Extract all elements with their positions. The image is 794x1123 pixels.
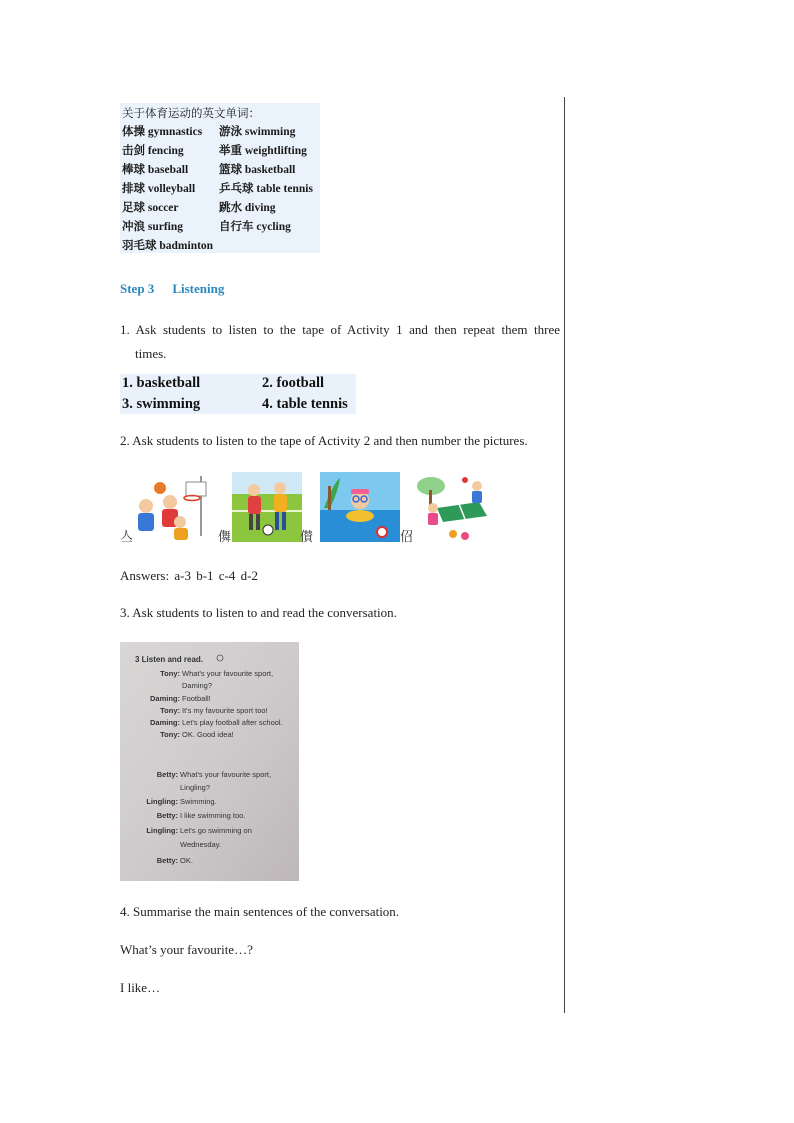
vocab-word: 羽毛球 badminton	[122, 240, 214, 252]
speech-line: I like swimming too.	[180, 811, 246, 820]
speech-line: Let's go swimming on	[180, 826, 252, 835]
picture-caption: 儛	[218, 530, 232, 545]
activity-4-instruction: 4. Summarise the main sentences of the conversation.	[120, 904, 400, 919]
vocab-word: 棒球 baseball	[122, 164, 189, 176]
speech-line: OK.	[180, 856, 193, 865]
vocab-word: 举重 weightlifting	[219, 145, 307, 157]
basketball-picture	[130, 472, 212, 542]
activity-1-instruction	[120, 318, 560, 366]
vocab-word: 击剑 fencing	[122, 145, 184, 157]
vocab-word: 篮球 basketball	[219, 164, 296, 176]
vocab-word: 游泳 swimming	[219, 126, 296, 138]
vocab-word: 排球 volleyball	[122, 183, 196, 195]
step-heading	[120, 281, 224, 297]
speech-line: What's your favourite sport,	[180, 770, 272, 779]
vocab-title: 关于体育运动的英文单词：	[122, 108, 260, 120]
word-item: 3. swimming	[122, 396, 201, 412]
listening-words-box	[120, 374, 356, 414]
step-title: Listening	[172, 281, 225, 296]
margin-rule	[564, 97, 565, 1013]
swimming-picture	[320, 472, 400, 542]
speech-line: Football!	[182, 694, 211, 703]
textbook-conversation-photo	[120, 642, 299, 881]
speaker: Betty:	[156, 770, 178, 779]
picture-caption: 儧	[300, 530, 314, 545]
vocab-word: 乒乓球 table tennis	[219, 183, 313, 195]
picture-caption: 亼	[120, 530, 134, 545]
speech-line: It's my favourite sport too!	[182, 706, 268, 715]
speaker: Lingling:	[146, 826, 178, 835]
summary-sentence: What’s your favourite…?	[120, 942, 253, 957]
picture-caption: 佋	[400, 530, 414, 545]
vocab-word: 足球 soccer	[122, 202, 179, 214]
instruction-line: times.	[135, 346, 167, 361]
speaker: Tony:	[160, 730, 180, 739]
word-item: 4. table tennis	[262, 396, 348, 412]
word-item: 2. football	[262, 375, 325, 391]
vocab-word: 自行车 cycling	[219, 221, 291, 233]
step-number: Step 3	[120, 281, 155, 296]
summary-sentence: I like…	[120, 980, 161, 995]
answers-line: Answers: a-3 b-1 c-4 d-2	[120, 568, 258, 583]
sports-pictures-row	[120, 472, 500, 547]
speaker: Tony:	[160, 706, 180, 715]
speaker: Tony:	[160, 669, 180, 678]
instruction-line: 1. Ask students to listen to the tape of Activity 1 and then repeat them three	[120, 322, 560, 337]
textbook-heading: 3 Listen and read.	[135, 655, 204, 664]
vocab-row	[122, 142, 322, 161]
activity-3-instruction: 3. Ask students to listen to and read the conversation.	[120, 605, 397, 620]
speaker: Daming:	[150, 718, 180, 727]
speech-line: Let's play football after school.	[182, 718, 283, 727]
sports-vocabulary-box	[120, 103, 320, 253]
speaker: Betty:	[156, 856, 178, 865]
vocab-row	[122, 218, 322, 237]
vocab-word: 冲浪 surfing	[122, 221, 184, 233]
vocab-row	[122, 161, 322, 180]
speech-line: Swimming.	[180, 797, 217, 806]
speaker: Daming:	[150, 694, 180, 703]
speech-line: OK. Good idea!	[182, 730, 234, 739]
vocab-row	[122, 199, 322, 218]
vocab-row	[122, 123, 322, 142]
activity-2-instruction: 2. Ask students to listen to the tape of Activity 2 and then number the pictures.	[120, 433, 528, 448]
speaker: Lingling:	[146, 797, 178, 806]
speaker: Betty:	[156, 811, 178, 820]
football-picture	[232, 472, 302, 542]
vocab-word: 体操 gymnastics	[122, 126, 203, 138]
table-tennis-picture	[413, 472, 493, 542]
vocab-row	[122, 237, 322, 256]
speech-line: Daming?	[182, 681, 213, 690]
speech-line: Lingling?	[180, 783, 211, 792]
vocab-row	[122, 180, 322, 199]
word-item: 1. basketball	[122, 375, 201, 391]
speech-line: Wednesday.	[180, 840, 221, 849]
vocab-word: 跳水 diving	[219, 202, 276, 214]
speech-line: What's your favourite sport,	[182, 669, 274, 678]
